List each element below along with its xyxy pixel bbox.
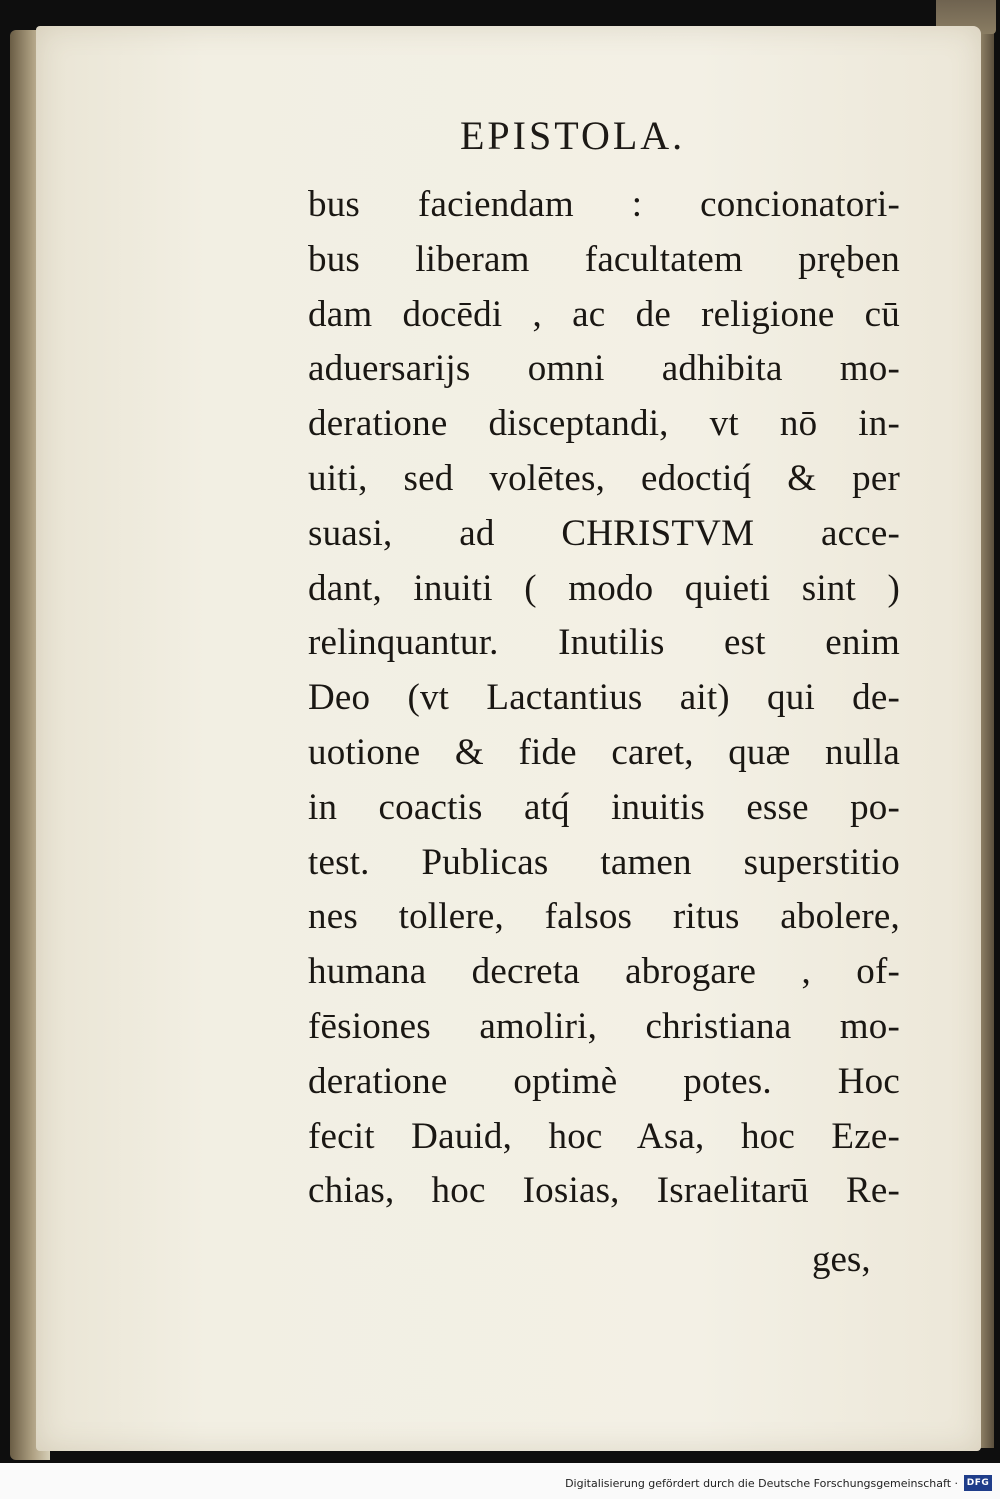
dfg-logo: DFG — [964, 1475, 992, 1491]
text-line: nes tollere, falsos ritus abolere, — [308, 896, 900, 938]
text-block — [308, 178, 908, 1219]
text-line: relinquantur. Inutilis est enim — [308, 622, 900, 664]
text-line: suasi, ad CHRISTVM acce- — [308, 512, 900, 554]
footer-bar — [0, 1463, 1000, 1499]
catchword: ges, — [812, 1239, 871, 1280]
text-line: fēsiones amoliri, christiana mo- — [308, 1005, 900, 1047]
text-line: dant, inuiti ( modo quieti sint ) — [308, 567, 900, 609]
footer-credit: Digitalisierung gefördert durch die Deutsche Forschungsgemeinschaft · — [565, 1477, 958, 1490]
running-head: EPISTOLA. — [460, 113, 686, 158]
text-line: deratione optimè potes. Hoc — [308, 1060, 900, 1102]
text-line: in coactis atq́ inuitis esse po- — [308, 786, 900, 828]
text-line: humana decreta abrogare , of- — [308, 951, 900, 993]
text-line: uiti, sed volētes, edoctiq́ & per — [308, 457, 900, 499]
text-line: deratione disceptandi, vt nō in- — [308, 403, 900, 445]
text-line: bus faciendam : concionatori- — [308, 184, 900, 225]
text-line: uotione & fide caret, quæ nulla — [308, 731, 900, 773]
text-line: dam docēdi , ac de religione cū — [308, 293, 900, 335]
text-line: bus liberam facultatem pręben — [308, 238, 900, 280]
text-line: aduersarijs omni adhibita mo- — [308, 348, 900, 390]
text-line: Deo (vt Lactantius ait) qui de- — [308, 677, 900, 719]
text-line: fecit Dauid, hoc Asa, hoc Eze- — [308, 1115, 900, 1157]
text-line: chias, hoc Iosias, Israelitarū Re- — [308, 1170, 900, 1212]
text-line: test. Publicas tamen superstitio — [308, 841, 900, 883]
